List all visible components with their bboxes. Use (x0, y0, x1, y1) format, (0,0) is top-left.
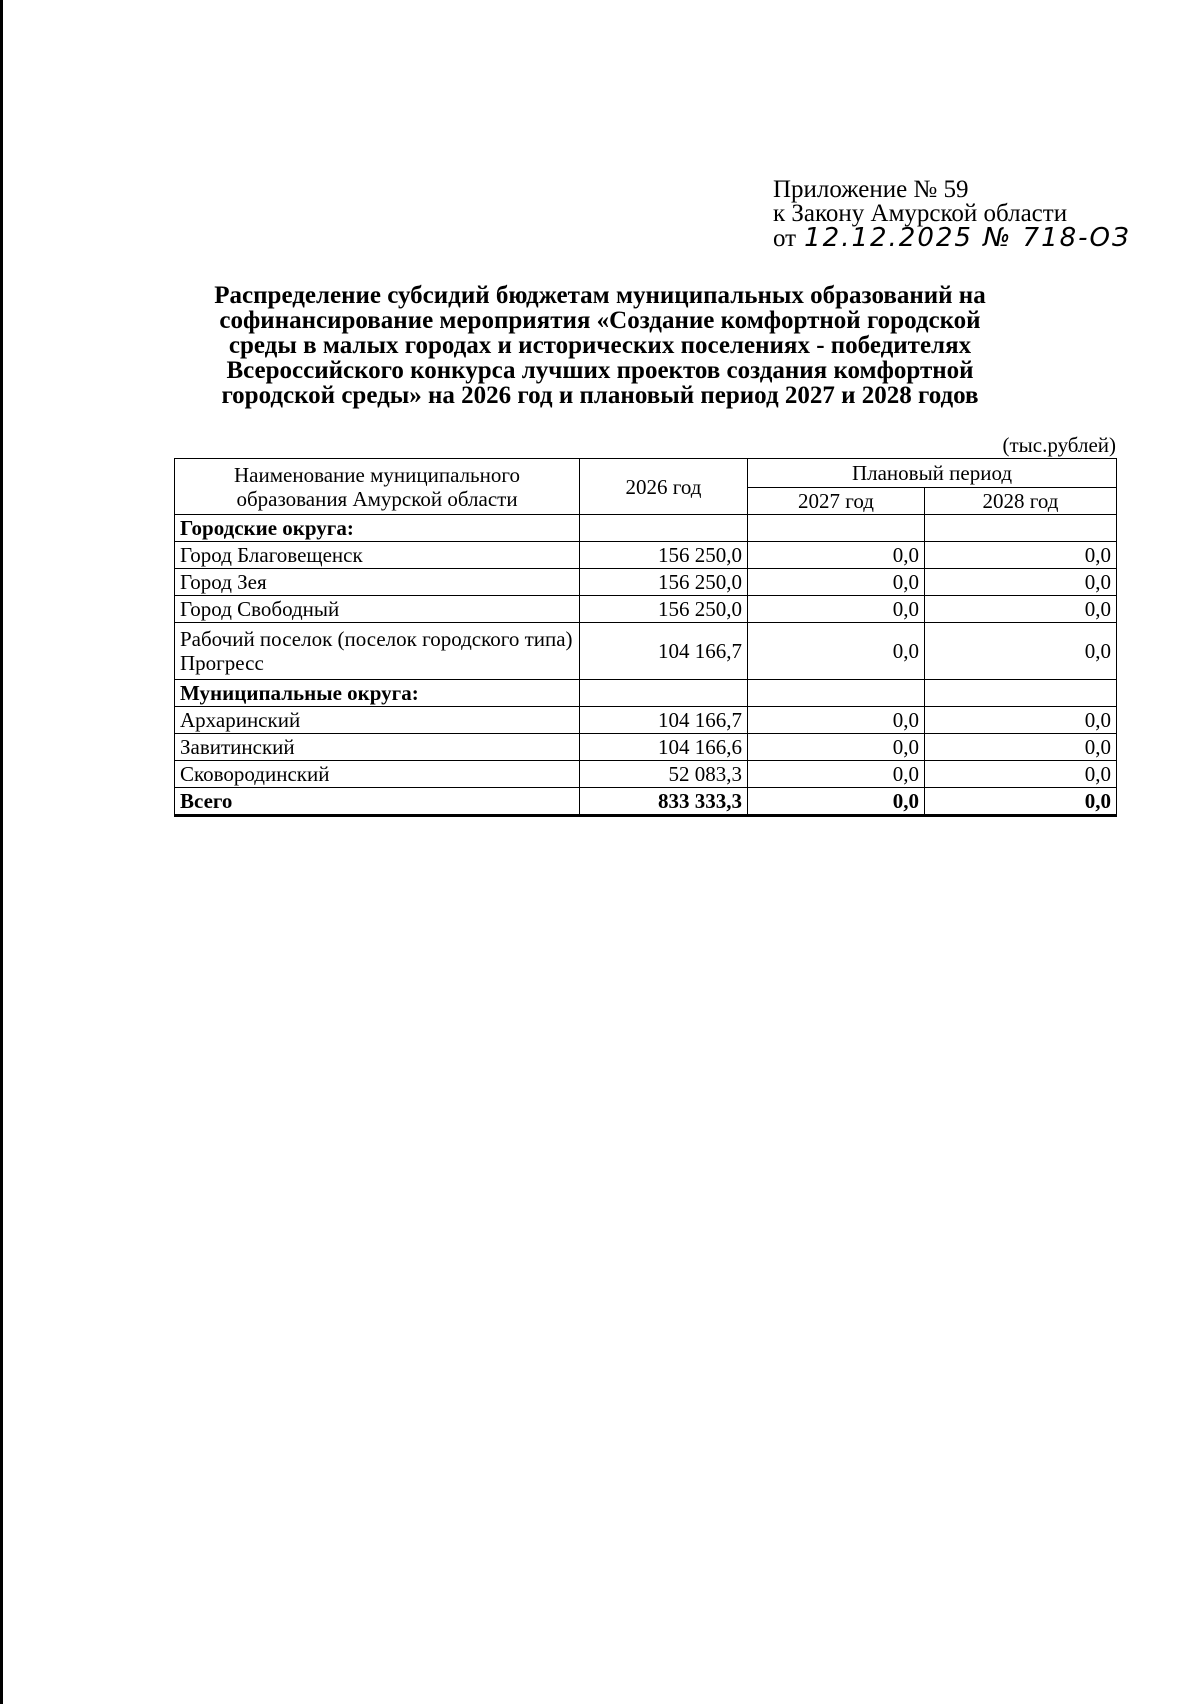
header-municipality: Наименование муниципального образования Амурской области (175, 459, 580, 515)
row-value-2026: 52 083,3 (580, 761, 748, 788)
row-value-2026: 104 166,7 (580, 623, 748, 680)
section-row-municipal-districts (175, 680, 1117, 707)
table-row (175, 761, 1117, 788)
row-name: Сковородинский (175, 761, 580, 788)
table-row (175, 569, 1117, 596)
table-row (175, 623, 1117, 680)
header-2026: 2026 год (580, 459, 748, 515)
row-value-2028: 0,0 (925, 761, 1117, 788)
row-name: Всего (175, 788, 580, 816)
row-value-2027 (748, 515, 925, 542)
total-row (175, 788, 1117, 816)
row-name: Город Зея (175, 569, 580, 596)
title-line-2: софинансирование мероприятия «Создание комфортной городской (219, 307, 981, 334)
row-value-2028 (925, 680, 1117, 707)
document-title (150, 283, 1050, 408)
row-value-2027: 0,0 (748, 707, 925, 734)
title-line-5: городской среды» на 2026 год и плановый период 2027 и 2028 годов (221, 382, 979, 409)
row-value-2026: 156 250,0 (580, 542, 748, 569)
handwritten-date-number: 12.12.2025 № 718-ОЗ (804, 223, 1131, 253)
table-row (175, 542, 1117, 569)
title-line-3: среды в малых городах и исторических поселениях - победителях (228, 332, 972, 359)
row-value-2027: 0,0 (748, 788, 925, 816)
row-name: Архаринский (175, 707, 580, 734)
row-name: Городские округа: (175, 515, 580, 542)
row-value-2027: 0,0 (748, 542, 925, 569)
row-value-2026: 833 333,3 (580, 788, 748, 816)
row-value-2028: 0,0 (925, 707, 1117, 734)
row-value-2026: 156 250,0 (580, 596, 748, 623)
scan-left-edge (0, 0, 3, 1704)
row-name: Завитинский (175, 734, 580, 761)
row-value-2027: 0,0 (748, 734, 925, 761)
row-value-2028: 0,0 (925, 788, 1117, 816)
appendix-date-prefix: от (773, 225, 797, 252)
title-line-4: Всероссийского конкурса лучших проектов создания комфортной (226, 357, 974, 384)
appendix-law: к Закону Амурской области (773, 200, 1068, 227)
row-name: Рабочий поселок (поселок городского типа) Прогресс (175, 623, 580, 680)
row-value-2027: 0,0 (748, 623, 925, 680)
units-label: (тыс.рублей) (1002, 433, 1116, 457)
table-row (175, 734, 1117, 761)
header-planned-period: Плановый период (748, 459, 1117, 488)
row-value-2028: 0,0 (925, 623, 1117, 680)
row-value-2028 (925, 515, 1117, 542)
row-name: Город Благовещенск (175, 542, 580, 569)
row-value-2028: 0,0 (925, 734, 1117, 761)
subsidy-table (174, 458, 1117, 817)
row-name: Город Свободный (175, 596, 580, 623)
header-2028: 2028 год (925, 488, 1117, 515)
row-value-2026 (580, 515, 748, 542)
row-value-2026: 104 166,7 (580, 707, 748, 734)
appendix-number: Приложение № 59 (773, 176, 969, 203)
appendix-reference (773, 178, 1131, 251)
row-value-2027: 0,0 (748, 596, 925, 623)
section-row-city-districts (175, 515, 1117, 542)
table-row (175, 596, 1117, 623)
row-name: Муниципальные округа: (175, 680, 580, 707)
row-value-2027: 0,0 (748, 569, 925, 596)
table-row (175, 707, 1117, 734)
appendix-date-line (773, 223, 1131, 253)
row-value-2028: 0,0 (925, 596, 1117, 623)
row-value-2026: 156 250,0 (580, 569, 748, 596)
title-line-1: Распределение субсидий бюджетам муниципальных образований на (214, 282, 986, 309)
table-header-row (175, 459, 1117, 488)
row-value-2027 (748, 680, 925, 707)
row-value-2028: 0,0 (925, 542, 1117, 569)
row-value-2026: 104 166,6 (580, 734, 748, 761)
row-value-2026 (580, 680, 748, 707)
header-2027: 2027 год (748, 488, 925, 515)
row-value-2027: 0,0 (748, 761, 925, 788)
row-value-2028: 0,0 (925, 569, 1117, 596)
